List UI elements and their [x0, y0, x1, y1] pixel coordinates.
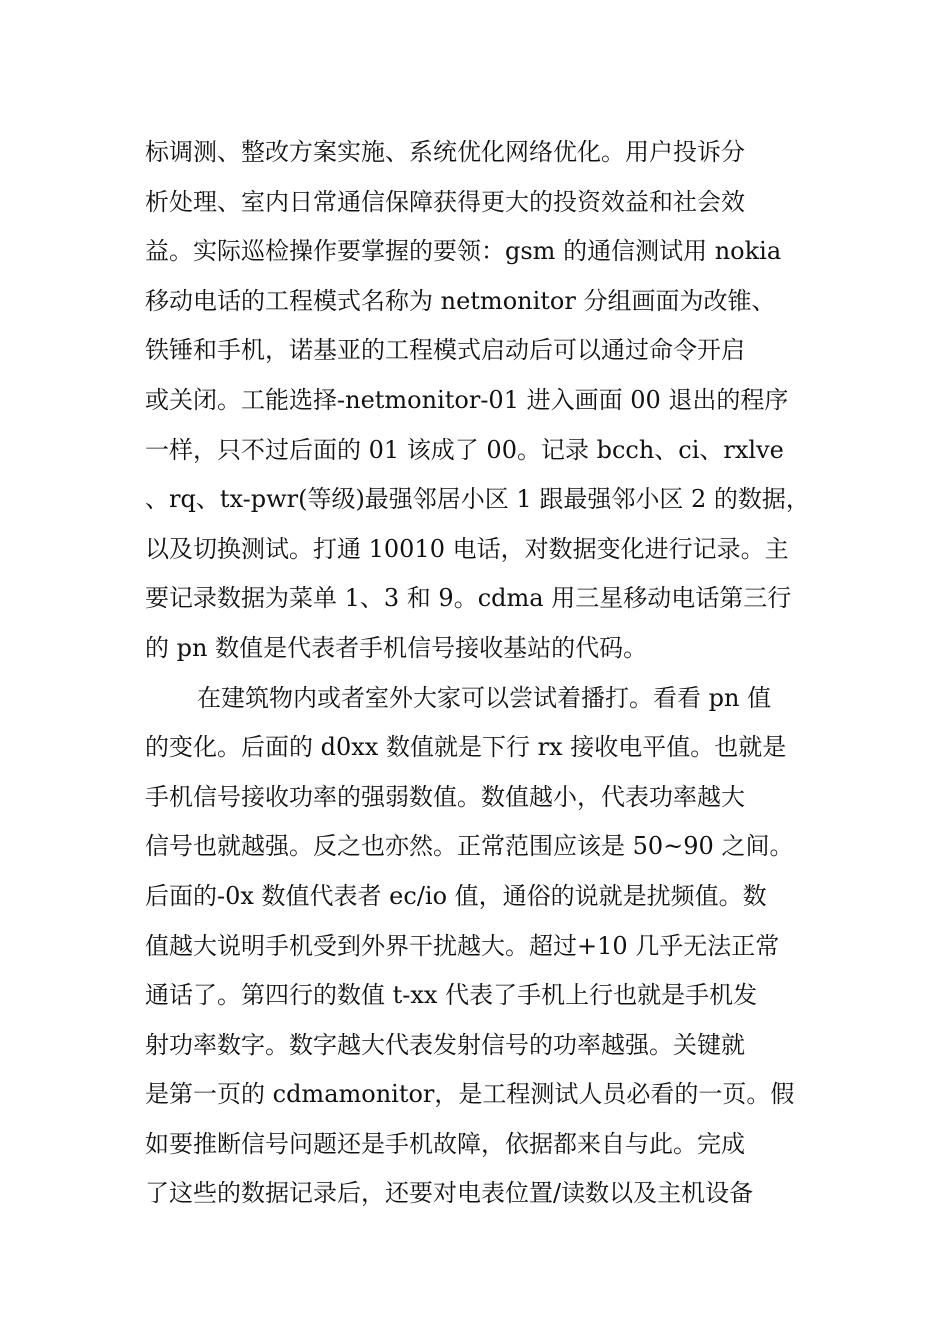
text-line: 标调测、整改方案实施、系统优化网络优化。用户投诉分 [145, 138, 745, 166]
text-line: 的 pn 数值是代表者手机信号接收基站的代码。 [145, 633, 648, 662]
text-line: 信号也就越强。反之也亦然。正常范围应该是 50~90 之间。 [145, 832, 794, 861]
text-line: 或关闭。工能选择-netmonitor-01 进入画面 00 退出的程序 [145, 385, 789, 414]
text-line: 析处理、室内日常通信保障获得更大的投资效益和社会效 [145, 187, 745, 216]
paragraph-1 [145, 128, 825, 674]
text-line: 射功率数字。数字越大代表发射信号的功率越强。关键就 [145, 1030, 745, 1059]
text-line: 通话了。第四行的数值 t-xx 代表了手机上行也就是手机发 [145, 981, 758, 1010]
text-line: 在建筑物内或者室外大家可以尝试着播打。看看 pn 值 [197, 683, 772, 712]
document-body [145, 128, 825, 1219]
text-line: 一样，只不过后面的 01 该成了 00。记录 bcch、ci、rxlve [145, 435, 784, 464]
text-line: 以及切换测试。打通 10010 电话，对数据变化进行记录。主 [145, 534, 789, 563]
text-line: 后面的-0x 数值代表者 ec/io 值，通俗的说就是扰频值。数 [145, 881, 767, 910]
text-line: 值越大说明手机受到外界干扰越大。超过+10 几乎无法正常 [145, 931, 780, 960]
text-line: 了这些的数据记录后，还要对电表位置/读数以及主机设备 [145, 1179, 754, 1208]
text-line: 、rq、tx-pwr(等级)最强邻居小区 1 跟最强邻小区 2 的数据， [145, 485, 810, 514]
text-line: 是第一页的 cdmamonitor，是工程测试人员必看的一页。假 [145, 1080, 795, 1109]
text-line: 如要推断信号问题还是手机故障，依据都来自与此。完成 [145, 1129, 745, 1158]
text-line: 铁锤和手机，诺基亚的工程模式启动后可以通过命令开启 [145, 336, 745, 365]
text-line: 要记录数据为菜单 1、3 和 9。cdma 用三星移动电话第三行 [145, 584, 792, 613]
text-line: 的变化。后面的 d0xx 数值就是下行 rx 接收电平值。也就是 [145, 733, 787, 762]
text-line: 移动电话的工程模式名称为 netmonitor 分组画面为改锥、 [145, 286, 776, 315]
text-line: 益。实际巡检操作要掌握的要领：gsm 的通信测试用 nokia [145, 237, 782, 266]
paragraph-2 [145, 674, 825, 1220]
text-line: 手机信号接收功率的强弱数值。数值越小，代表功率越大 [145, 782, 745, 811]
